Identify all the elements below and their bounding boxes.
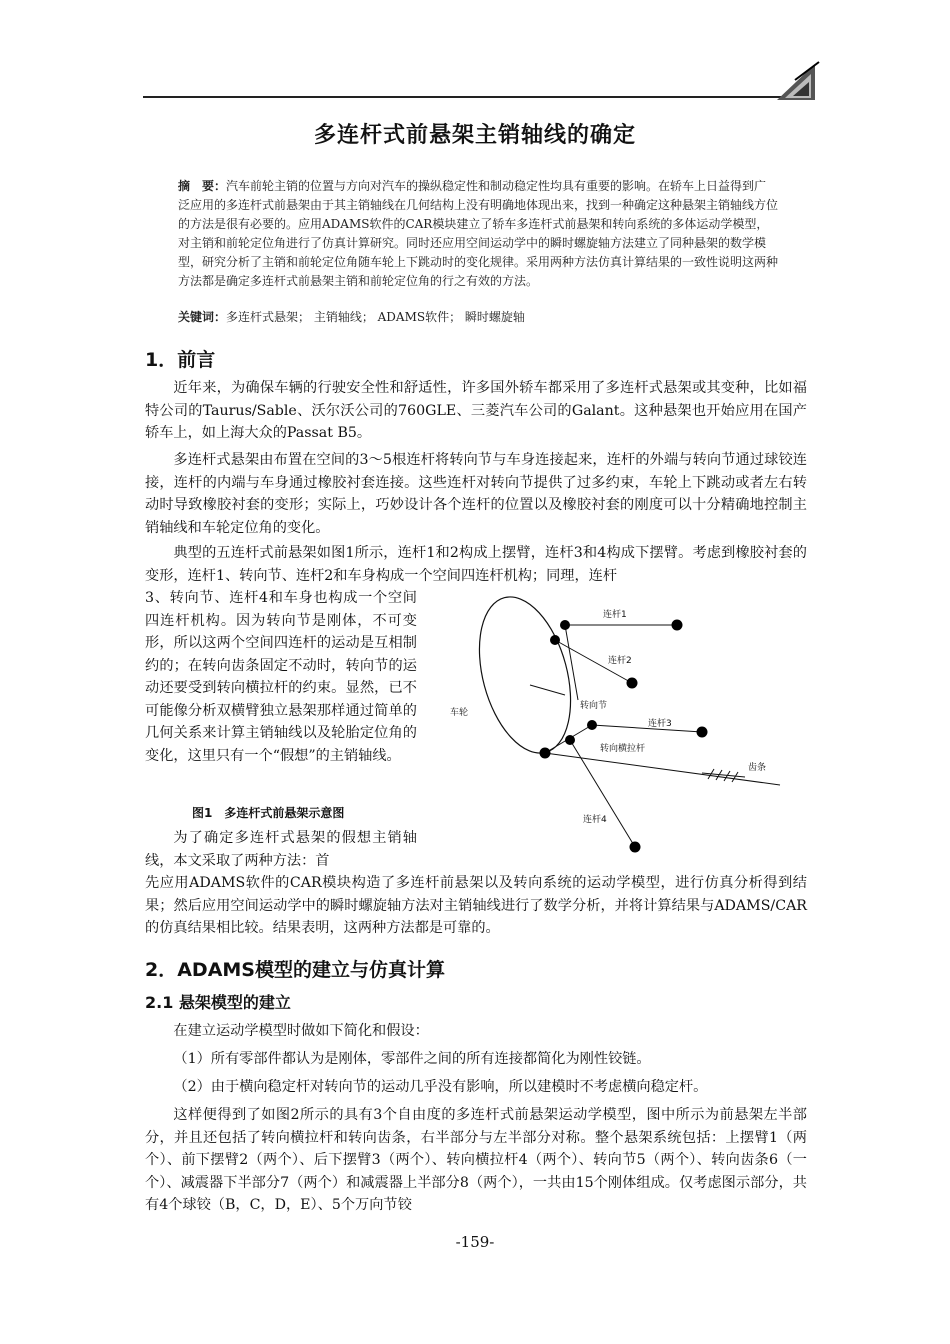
label-link3: 连杆3 [648, 719, 672, 729]
keywords [178, 308, 778, 325]
paragraph: （1）所有零部件都认为是刚体，零部件之间的所有连接都简化为刚性铰链。 [173, 1051, 651, 1067]
label-tierod: 转向横拉杆 [600, 744, 646, 754]
abstract-label: 摘 要： [178, 179, 227, 193]
section-2-1-heading: 2.1 悬架模型的建立 [145, 993, 291, 1012]
joint-dot [627, 678, 638, 689]
link3-line [592, 725, 702, 732]
joint-dot [697, 727, 708, 738]
joint-dot [550, 635, 560, 645]
label-knuckle: 转向节 [580, 701, 608, 711]
paragraph: 为了确定多连杆式悬架的假想主销轴线，本文采取了两种方法：首 [145, 830, 417, 869]
label-link1: 连杆1 [603, 610, 627, 620]
link4-line [570, 740, 635, 847]
header-rule [143, 96, 783, 98]
label-link2: 连杆2 [608, 656, 632, 666]
section-1-heading: 1．前言 [145, 349, 216, 371]
joint-dot [540, 748, 551, 759]
paragraph: 多连杆式悬架由布置在空间的3～5根连杆将转向节与车身连接起来，连杆的外端与转向节通过球铰连接，连杆的内端与车身通过橡胶衬套连接。这些连杆对转向节提供了过多约束，车轮上下跳动或者左右转动时导致橡胶衬套的变形；实际上，巧妙设计各个连杆的位置以及橡胶衬套的刚度可以十分精确地控制主销轴线和车轮定位角的变化。 [145, 452, 807, 536]
paragraph: （2）由于横向稳定杆对转向节的运动几乎没有影响，所以建模时不考虑横向稳定杆。 [173, 1079, 708, 1095]
keywords-label: 关键词： [178, 310, 227, 324]
paragraph: 先应用ADAMS软件的CAR模块构造了多连杆前悬架以及转向系统的运动学模型，进行仿真分析得到结果；然后应用空间运动学中的瞬时螺旋轴方法对主销轴线进行了数学分析，并将计算结果与ADAMS/CAR的仿真结果相比较。结果表明，这两种方法都是可靠的。 [145, 875, 807, 936]
paragraph: 近年来，为确保车辆的行驶安全性和舒适性，许多国外轿车都采用了多连杆式悬架或其变种，比如福特公司的Taurus/Sable、沃尔沃公司的760GLE、三菱汽车公司的Galant。这种悬架也开始应用在国产轿车上，如上海大众的Passat B5。 [145, 380, 807, 441]
section-2-heading: 2．ADAMS模型的建立与仿真计算 [145, 959, 445, 981]
label-link4: 连杆4 [583, 815, 607, 825]
paper-title: 多连杆式前悬架主销轴线的确定 [313, 123, 636, 148]
figure-1-suspension-diagram [440, 585, 800, 860]
paragraph: 这样便得到了如图2所示的具有3个自由度的多连杆式前悬架运动学模型，图中所示为前悬架左半部分，并且还包括了转向横拉杆和转向齿条，右半部分与左半部分对称。整个悬架系统包括：上摆臂1（两个）、前下摆臂2（两个）、后下摆臂3（两个）、转向横拉杆4（两个）、转向节5（两个）、转向齿条6（一个）、减震器下半部分7（两个）和减震器上半部分8（两个），一共由15个刚体组成。仅考虑图示部分，共有4个球铰（B，C，D，E）、5个万向节铰 [145, 1107, 807, 1213]
figure-1-caption: 图1 多连杆式前悬架示意图 [192, 806, 345, 820]
paragraph: 典型的五连杆式前悬架如图1所示，连杆1和2构成上摆臂，连杆3和4构成下摆臂。考虑到橡胶衬套的变形，连杆1、转向节、连杆2和车身构成一个空间四连杆机构；同理，连杆 [145, 545, 807, 584]
paragraph: 在建立运动学模型时做如下简化和假设： [173, 1023, 429, 1039]
paragraph: 3、转向节、连杆4和车身也构成一个空间四连杆机构。因为转向节是刚体，不可变形，所以这两个空间四连杆的运动是互相制约的；在转向齿条固定不动时，转向节的运动还要受到转向横拉杆的约束。显然，已不可能像分析双横臂独立悬架那样通过简单的几何关系来计算主销轴线以及轮胎定位角的变化，这里只有一个“假想”的主销轴线。 [145, 590, 417, 764]
joint-dot [587, 720, 597, 730]
joint-dot [560, 620, 570, 630]
axle-line [530, 685, 565, 695]
abstract-text: 汽车前轮主销的位置与方向对汽车的操纵稳定性和制动稳定性均具有重要的影响。在轿车上日益得到广泛应用的多连杆式前悬架由于其主销轴线在几何结构上没有明确地体现出来，找到一种确定这种悬架主销轴线方位的方法是很有必要的。应用ADAMS软件的CAR模块建立了轿车多连杆式前悬架和转向系统的多体运动学模型，对主销和前轮定位角进行了仿真计算研究。同时还应用空间运动学中的瞬时螺旋轴方法建立了同种悬架的数学模型，研究分析了主销和前轮定位角随车轮上下跳动时的变化规律。采用两种方法仿真计算结果的一致性说明这两种方法都是确定多连杆式前悬架主销和前轮定位角的行之有效的方法。 [178, 179, 779, 288]
joint-dot [565, 735, 575, 745]
triangle-logo-icon [775, 60, 820, 102]
keywords-text: 多连杆式悬架； 主销轴线； ADAMS软件； 瞬时螺旋轴 [226, 310, 525, 324]
page-number: -159- [455, 1233, 495, 1251]
joint-dot [672, 620, 683, 631]
label-wheel: 车轮 [450, 708, 469, 718]
knuckle-line [565, 625, 578, 700]
joint-dot [630, 842, 641, 853]
abstract [178, 177, 778, 291]
label-rack: 齿条 [748, 763, 767, 773]
